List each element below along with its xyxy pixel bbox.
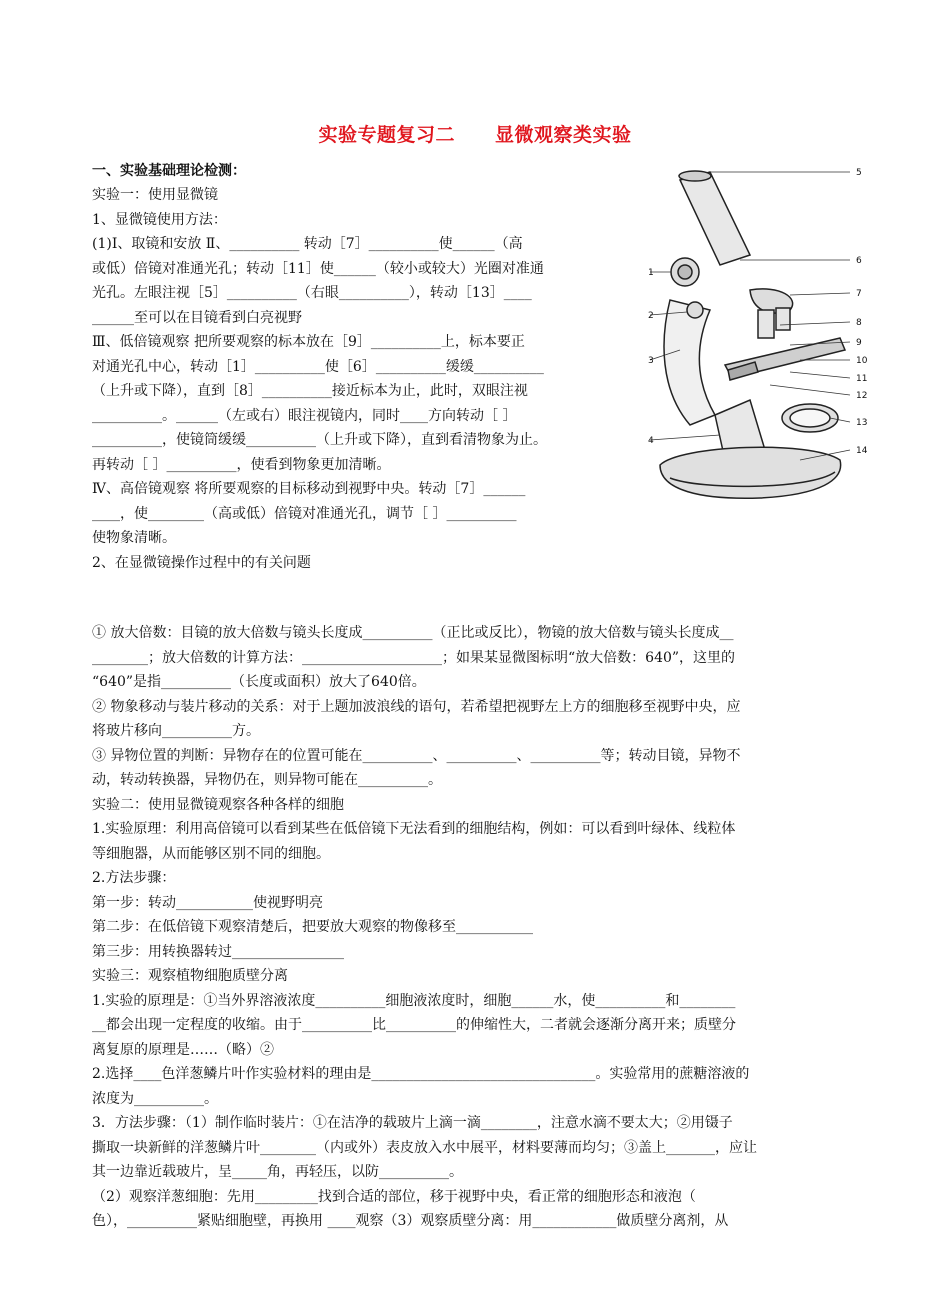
text-line: 1.实验的原理是：①当外界溶液浓度__________细胞液浓度时，细胞______水，使__________和________: [92, 992, 736, 1009]
figure-label-13: 13: [856, 418, 868, 428]
text-line: “640”是指__________（长度或面积）放大了640倍。: [92, 674, 426, 690]
text-line: 第三步：用转换器转过________________: [92, 943, 344, 960]
figure-label-11: 11: [856, 374, 868, 384]
text-line: 使物象清晰。: [92, 530, 176, 546]
page-title: [0, 120, 950, 147]
figure-label-14: 14: [856, 446, 868, 456]
text-line: __________。______（左或右）眼注视镜内，同时____方向转动［ ］: [92, 407, 517, 424]
figure-label-5: 5: [856, 168, 862, 178]
figure-label-8: 8: [856, 318, 862, 328]
text-line: 2、在显微镜操作过程中的有关问题: [92, 554, 311, 571]
text-line: (1)Ⅰ、取镜和安放 Ⅱ、__________ 转动［7］__________使______（高: [92, 236, 523, 252]
text-line: 实验三：观察植物细胞质壁分离: [92, 968, 288, 984]
figure-label-9: 9: [856, 338, 862, 348]
section-heading: 一、实验基础理论检测：: [92, 163, 246, 179]
text-line: 其一边靠近载玻片，呈_____角，再轻压，以防__________。: [92, 1164, 463, 1180]
text-line: 实验二：使用显微镜观察各种各样的细胞: [92, 796, 344, 813]
text-line: ① 放大倍数：目镜的放大倍数与镜头长度成__________（正比或反比），物镜的放大倍数与镜头长度成__: [92, 625, 734, 641]
text-line: 等细胞器，从而能够区别不同的细胞。: [92, 845, 330, 862]
text-line: 2.选择____色洋葱鳞片叶作实验材料的理由是________________________________。实验常用的蔗糖溶液的: [92, 1066, 750, 1082]
figure-label-10: 10: [856, 356, 868, 366]
text-line: ③ 异物位置的判断：异物存在的位置可能在__________、__________、__________等；转动目镜，异物不: [92, 747, 741, 764]
text-line: 1.实验原理：利用高倍镜可以看到某些在低倍镜下无法看到的细胞结构，例如：可以看到叶绿体、线粒体: [92, 821, 736, 837]
figure-label-4: 4: [648, 436, 654, 446]
text-line: 1、显微镜使用方法：: [92, 211, 227, 228]
figure-label-3: 3: [648, 356, 654, 366]
text-line: ____，使________（高或低）倍镜对准通光孔，调节［ ］__________: [92, 505, 517, 522]
microscope-diagram: [640, 160, 870, 510]
text-line: 第二步：在低倍镜下观察清楚后，把要放大观察的物像移至___________: [92, 919, 533, 935]
text-line: （2）观察洋葱细胞：先用_________找到合适的部位，移于视野中央，看正常的细胞形态和液泡（: [92, 1188, 696, 1205]
text-line: 再转动［ ］__________，使看到物象更加清晰。: [92, 456, 391, 473]
text-line: （上升或下降），直到［8］__________接近标本为止，此时，双眼注视: [92, 383, 528, 399]
text-line: 光孔。左眼注视［5］__________（右眼__________），转动［13］____: [92, 285, 532, 301]
text-line: 离复原的原理是……（略）②: [92, 1041, 274, 1058]
text-line: 或低）倍镜对准通光孔；转动［11］使______（较小或较大）光圈对准通: [92, 260, 544, 277]
text-line: 浓度为__________。: [92, 1090, 218, 1107]
text-line: __都会出现一定程度的收缩。由于__________比__________的伸缩性大，二者就会逐渐分离开来；质壁分: [92, 1017, 736, 1033]
text-line: 动，转动转换器，异物仍在，则异物可能在__________。: [92, 772, 442, 788]
title-left: 实验专题复习二: [318, 124, 455, 146]
text-line: 2.方法步骤：: [92, 870, 176, 886]
text-line: 3．方法步骤：（1）制作临时装片：①在洁净的载玻片上滴一滴________，注意水滴不要太大；②用镊子: [92, 1115, 733, 1131]
text-line: __________，使镜筒缓缓__________（上升或下降），直到看清物象为止。: [92, 432, 547, 448]
text-line: 第一步：转动___________使视野明亮: [92, 894, 323, 911]
title-right: 显微观察类实验: [495, 124, 632, 146]
text-line: ________；放大倍数的计算方法：____________________；如果某显微图标明“放大倍数：640”，这里的: [92, 649, 736, 666]
figure-label-1: 1: [648, 268, 654, 278]
text-line: Ⅳ、高倍镜观察 将所要观察的目标移动到视野中央。转动［7］______: [92, 481, 526, 497]
figure-label-6: 6: [856, 256, 862, 266]
text-line: 撕取一块新鲜的洋葱鳞片叶________（内或外）表皮放入水中展平，材料要薄而均匀；③盖上_______，应让: [92, 1139, 757, 1156]
figure-label-7: 7: [856, 289, 862, 299]
text-line: 色），__________紧贴细胞壁，再换用 ____观察（3）观察质壁分离：用____________做质壁分离剂，从: [92, 1213, 729, 1229]
text-line: ② 物象移动与装片移动的关系：对于上题加波浪线的语句，若希望把视野左上方的细胞移至视野中央，应: [92, 698, 741, 715]
figure-label-2: 2: [648, 311, 654, 321]
text-line: ______至可以在目镜看到白亮视野: [92, 309, 302, 326]
text-line: 将玻片移向__________方。: [92, 723, 260, 739]
text-line: 对通光孔中心，转动［1］__________使［6］__________缓缓__________: [92, 358, 544, 375]
figure-label-12: 12: [856, 391, 868, 401]
text-line: 实验一：使用显微镜: [92, 187, 218, 203]
text-line: Ⅲ、低倍镜观察 把所要观察的标本放在［9］__________上，标本要正: [92, 334, 525, 350]
